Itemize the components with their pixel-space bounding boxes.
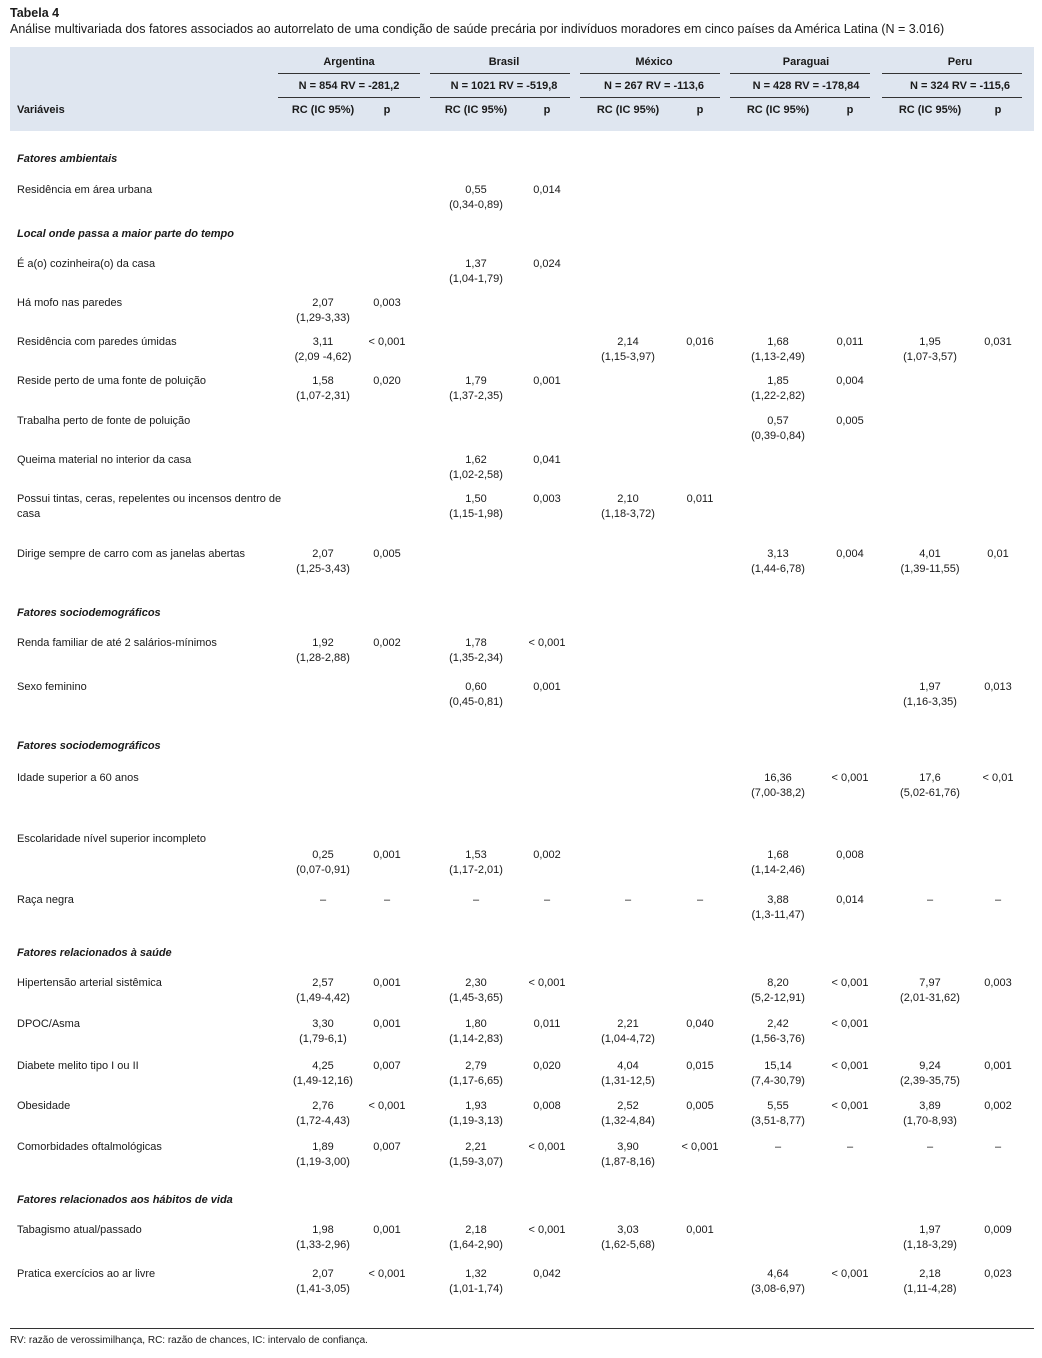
- p-value: < 0,001: [528, 637, 566, 649]
- p-value: < 0,001: [831, 977, 869, 989]
- p-value: –: [994, 1141, 1002, 1153]
- footnote: RV: razão de verossimilhança, RC: razão de chances, IC: intervalo de confiança.: [10, 1335, 368, 1346]
- stats-rule: [430, 97, 570, 98]
- section-heading: Fatores relacionados à saúde: [17, 947, 172, 959]
- confidence-interval: (1,35-2,34): [449, 652, 503, 664]
- odds-ratio: 1,68: [767, 849, 789, 861]
- p-value: 0,011: [836, 336, 864, 348]
- rc-column-header: RC (IC 95%): [291, 104, 355, 116]
- variable-label: Comorbidades oftalmológicas: [17, 1141, 162, 1153]
- odds-ratio: –: [624, 894, 632, 906]
- confidence-interval: (1,11-4,28): [903, 1283, 957, 1295]
- variable-label: Possui tintas, ceras, repelentes ou incensos dentro de casa: [17, 493, 282, 520]
- odds-ratio: 1,78: [465, 637, 487, 649]
- p-value: 0,042: [533, 1268, 561, 1280]
- variable-label: DPOC/Asma: [17, 1018, 80, 1030]
- odds-ratio: 1,62: [465, 454, 487, 466]
- odds-ratio: 1,53: [465, 849, 487, 861]
- p-value: 0,011: [686, 493, 714, 505]
- p-value: 0,002: [533, 849, 561, 861]
- p-value: 0,003: [533, 493, 561, 505]
- p-value: 0,005: [373, 548, 401, 560]
- confidence-interval: (1,29-3,33): [296, 312, 350, 324]
- odds-ratio: 3,11: [312, 336, 334, 348]
- p-value: 0,014: [533, 184, 561, 196]
- p-value: 0,001: [373, 977, 401, 989]
- confidence-interval: (1,72-4,43): [296, 1115, 350, 1127]
- p-value: 0,023: [984, 1268, 1012, 1280]
- confidence-interval: (1,32-4,84): [601, 1115, 655, 1127]
- variable-label: Tabagismo atual/passado: [17, 1224, 142, 1236]
- stats-rule: [278, 97, 420, 98]
- p-column-header: p: [846, 104, 854, 116]
- p-value: 0,020: [373, 375, 401, 387]
- p-value: 0,041: [533, 454, 561, 466]
- p-value: < 0,001: [681, 1141, 719, 1153]
- variable-label: Reside perto de uma fonte de poluição: [17, 375, 206, 387]
- odds-ratio: 0,57: [767, 415, 789, 427]
- country-rule: [730, 73, 870, 74]
- confidence-interval: (1,59-3,07): [449, 1156, 503, 1168]
- confidence-interval: (1,45-3,65): [449, 992, 503, 1004]
- odds-ratio: 1,93: [465, 1100, 487, 1112]
- country-name: Argentina: [323, 56, 375, 68]
- p-value: 0,001: [373, 1018, 401, 1030]
- p-value: 0,040: [686, 1018, 714, 1030]
- odds-ratio: 5,55: [767, 1100, 789, 1112]
- odds-ratio: –: [774, 1141, 782, 1153]
- confidence-interval: (0,07-0,91): [296, 864, 350, 876]
- stats-rule: [882, 97, 1022, 98]
- odds-ratio: 2,79: [465, 1060, 487, 1072]
- confidence-interval: (1,18-3,72): [601, 508, 655, 520]
- variable-label: Residência em área urbana: [17, 184, 153, 196]
- odds-ratio: 15,14: [764, 1060, 792, 1072]
- confidence-interval: (3,51-8,77): [751, 1115, 805, 1127]
- confidence-interval: (1,62-5,68): [601, 1239, 655, 1251]
- variable-label: É a(o) cozinheira(o) da casa: [17, 258, 156, 270]
- odds-ratio: 1,97: [919, 681, 941, 693]
- p-value: 0,024: [533, 258, 561, 270]
- p-value: 0,031: [984, 336, 1012, 348]
- odds-ratio: 1,95: [919, 336, 941, 348]
- confidence-interval: (1,70-8,93): [903, 1115, 957, 1127]
- variable-label: Pratica exercícios ao ar livre: [17, 1268, 156, 1280]
- confidence-interval: (1,87-8,16): [601, 1156, 655, 1168]
- country-name: Paraguai: [782, 56, 830, 68]
- variable-label: Renda familiar de até 2 salários-mínimos: [17, 637, 217, 649]
- country-stats: N = 267 RV = -113,6: [603, 80, 705, 92]
- odds-ratio: 2,30: [465, 977, 487, 989]
- odds-ratio: 1,97: [919, 1224, 941, 1236]
- odds-ratio: 17,6: [919, 772, 941, 784]
- confidence-interval: (5,02-61,76): [900, 787, 960, 799]
- country-name: México: [635, 56, 673, 68]
- country-name: Brasil: [488, 56, 520, 68]
- confidence-interval: (1,49-4,42): [296, 992, 350, 1004]
- table-bottom-rule: [10, 1328, 1034, 1329]
- p-value: < 0,001: [528, 1141, 566, 1153]
- confidence-interval: (1,17-2,01): [449, 864, 503, 876]
- odds-ratio: –: [926, 1141, 934, 1153]
- odds-ratio: –: [319, 894, 327, 906]
- variables-header: Variáveis: [17, 104, 65, 116]
- p-value: 0,020: [533, 1060, 561, 1072]
- odds-ratio: 0,60: [465, 681, 487, 693]
- p-value: 0,009: [984, 1224, 1012, 1236]
- p-value: 0,004: [836, 375, 864, 387]
- odds-ratio: 2,07: [312, 1268, 334, 1280]
- p-value: 0,007: [373, 1060, 401, 1072]
- p-value: –: [543, 894, 551, 906]
- p-value: –: [846, 1141, 854, 1153]
- p-value: 0,008: [533, 1100, 561, 1112]
- p-value: < 0,01: [982, 772, 1014, 784]
- confidence-interval: (1,22-2,82): [751, 390, 805, 402]
- p-value: 0,005: [836, 415, 864, 427]
- p-value: 0,002: [373, 637, 401, 649]
- confidence-interval: (0,39-0,84): [751, 430, 805, 442]
- confidence-interval: (1,3-11,47): [751, 909, 805, 921]
- confidence-interval: (1,04-4,72): [601, 1033, 655, 1045]
- p-value: < 0,001: [831, 1018, 869, 1030]
- p-value: 0,004: [836, 548, 864, 560]
- table-title: Tabela 4: [10, 6, 60, 20]
- odds-ratio: 2,42: [767, 1018, 789, 1030]
- confidence-interval: (1,18-3,29): [903, 1239, 957, 1251]
- odds-ratio: 2,57: [312, 977, 334, 989]
- confidence-interval: (5,2-12,91): [751, 992, 805, 1004]
- confidence-interval: (1,16-3,35): [903, 696, 957, 708]
- odds-ratio: 1,32: [465, 1268, 487, 1280]
- p-value: 0,008: [836, 849, 864, 861]
- odds-ratio: 3,89: [919, 1100, 941, 1112]
- confidence-interval: (1,02-2,58): [449, 469, 503, 481]
- odds-ratio: 2,18: [919, 1268, 941, 1280]
- p-value: 0,003: [984, 977, 1012, 989]
- odds-ratio: 1,80: [465, 1018, 487, 1030]
- country-stats: N = 1021 RV = -519,8: [450, 80, 558, 92]
- confidence-interval: (1,19-3,13): [449, 1115, 503, 1127]
- odds-ratio: 1,50: [465, 493, 487, 505]
- confidence-interval: (1,19-3,00): [296, 1156, 350, 1168]
- odds-ratio: 2,07: [312, 548, 334, 560]
- confidence-interval: (1,13-2,49): [751, 351, 805, 363]
- section-heading: Local onde passa a maior parte do tempo: [17, 228, 234, 240]
- p-value: 0,015: [686, 1060, 714, 1072]
- p-value: 0,001: [686, 1224, 714, 1236]
- variable-label: Dirige sempre de carro com as janelas abertas: [17, 548, 246, 560]
- variable-label: Raça negra: [17, 894, 74, 906]
- p-value: < 0,001: [368, 336, 406, 348]
- odds-ratio: 3,90: [617, 1141, 639, 1153]
- odds-ratio: 1,92: [312, 637, 334, 649]
- odds-ratio: 3,88: [767, 894, 789, 906]
- odds-ratio: 2,14: [617, 336, 639, 348]
- p-value: 0,001: [984, 1060, 1012, 1072]
- confidence-interval: (1,33-2,96): [296, 1239, 350, 1251]
- odds-ratio: 1,89: [312, 1141, 334, 1153]
- odds-ratio: 9,24: [919, 1060, 941, 1072]
- confidence-interval: (1,56-3,76): [751, 1033, 805, 1045]
- p-value: < 0,001: [831, 772, 869, 784]
- section-heading: Fatores relacionados aos hábitos de vida: [17, 1194, 233, 1206]
- variable-label: Há mofo nas paredes: [17, 297, 123, 309]
- odds-ratio: 3,30: [312, 1018, 334, 1030]
- odds-ratio: 2,21: [465, 1141, 487, 1153]
- odds-ratio: 1,98: [312, 1224, 334, 1236]
- country-rule: [278, 73, 420, 74]
- confidence-interval: (1,07-3,57): [903, 351, 957, 363]
- p-value: < 0,001: [528, 977, 566, 989]
- odds-ratio: 4,01: [919, 548, 941, 560]
- p-value: < 0,001: [831, 1268, 869, 1280]
- odds-ratio: 2,18: [465, 1224, 487, 1236]
- confidence-interval: (1,37-2,35): [449, 390, 503, 402]
- odds-ratio: 1,37: [465, 258, 487, 270]
- odds-ratio: 1,79: [465, 375, 487, 387]
- variable-label: Escolaridade nível superior incompleto: [17, 833, 206, 845]
- confidence-interval: (0,45-0,81): [449, 696, 503, 708]
- country-stats: N = 428 RV = -178,84: [752, 80, 860, 92]
- confidence-interval: (0,34-0,89): [449, 199, 503, 211]
- odds-ratio: 2,21: [617, 1018, 639, 1030]
- country-name: Peru: [947, 56, 973, 68]
- p-value: 0,002: [984, 1100, 1012, 1112]
- p-value: < 0,001: [831, 1100, 869, 1112]
- odds-ratio: 1,68: [767, 336, 789, 348]
- p-value: 0,001: [373, 1224, 401, 1236]
- rc-column-header: RC (IC 95%): [444, 104, 508, 116]
- odds-ratio: 3,13: [767, 548, 789, 560]
- odds-ratio: 2,52: [617, 1100, 639, 1112]
- p-value: 0,01: [987, 548, 1009, 560]
- odds-ratio: 7,97: [919, 977, 941, 989]
- confidence-interval: (1,15-1,98): [449, 508, 503, 520]
- country-rule: [430, 73, 570, 74]
- rc-column-header: RC (IC 95%): [746, 104, 810, 116]
- country-rule: [882, 73, 1022, 74]
- odds-ratio: 1,85: [767, 375, 789, 387]
- confidence-interval: (1,49-12,16): [293, 1075, 353, 1087]
- rc-column-header: RC (IC 95%): [596, 104, 660, 116]
- p-value: < 0,001: [528, 1224, 566, 1236]
- confidence-interval: (1,39-11,55): [900, 563, 960, 575]
- p-value: 0,001: [533, 681, 561, 693]
- variable-label: Sexo feminino: [17, 681, 87, 693]
- confidence-interval: (1,14-2,83): [449, 1033, 503, 1045]
- country-stats: N = 854 RV = -281,2: [298, 80, 400, 92]
- p-value: 0,016: [686, 336, 714, 348]
- p-value: 0,001: [373, 849, 401, 861]
- variable-label: Obesidade: [17, 1100, 71, 1112]
- p-value: 0,013: [984, 681, 1012, 693]
- p-value: 0,011: [533, 1018, 561, 1030]
- odds-ratio: 3,03: [617, 1224, 639, 1236]
- p-value: < 0,001: [368, 1100, 406, 1112]
- odds-ratio: 4,64: [767, 1268, 789, 1280]
- confidence-interval: (1,04-1,79): [449, 273, 503, 285]
- country-stats: N = 324 RV = -115,6: [909, 80, 1011, 92]
- odds-ratio: 2,76: [312, 1100, 334, 1112]
- odds-ratio: 0,25: [312, 849, 334, 861]
- confidence-interval: (2,01-31,62): [900, 992, 960, 1004]
- confidence-interval: (1,44-6,78): [751, 563, 805, 575]
- confidence-interval: (1,64-2,90): [449, 1239, 503, 1251]
- variable-label: Hipertensão arterial sistêmica: [17, 977, 162, 989]
- section-heading: Fatores sociodemográficos: [17, 740, 161, 752]
- section-heading: Fatores sociodemográficos: [17, 607, 161, 619]
- confidence-interval: (7,4-30,79): [751, 1075, 805, 1087]
- p-value: 0,003: [373, 297, 401, 309]
- p-value: 0,007: [373, 1141, 401, 1153]
- confidence-interval: (1,41-3,05): [296, 1283, 350, 1295]
- odds-ratio: 8,20: [767, 977, 789, 989]
- variable-label: Diabete melito tipo I ou II: [17, 1060, 139, 1072]
- p-value: –: [696, 894, 704, 906]
- odds-ratio: 4,04: [617, 1060, 639, 1072]
- confidence-interval: (2,39-35,75): [900, 1075, 960, 1087]
- confidence-interval: (1,79-6,1): [299, 1033, 347, 1045]
- p-column-header: p: [383, 104, 391, 116]
- stats-rule: [730, 97, 870, 98]
- confidence-interval: (1,25-3,43): [296, 563, 350, 575]
- odds-ratio: 2,10: [617, 493, 639, 505]
- p-value: –: [383, 894, 391, 906]
- section-heading: Fatores ambientais: [17, 153, 118, 165]
- confidence-interval: (1,14-2,46): [751, 864, 805, 876]
- p-value: –: [994, 894, 1002, 906]
- confidence-interval: (1,31-12,5): [601, 1075, 655, 1087]
- odds-ratio: 0,55: [465, 184, 487, 196]
- confidence-interval: (3,08-6,97): [751, 1283, 805, 1295]
- odds-ratio: 4,25: [312, 1060, 334, 1072]
- odds-ratio: –: [926, 894, 934, 906]
- variable-label: Idade superior a 60 anos: [17, 772, 139, 784]
- stats-rule: [580, 97, 720, 98]
- confidence-interval: (1,17-6,65): [449, 1075, 503, 1087]
- odds-ratio: 16,36: [764, 772, 792, 784]
- table-description: Análise multivariada dos fatores associados ao autorrelato de uma condição de saúde precária por indivíduos moradores em cinco países da América Latina (N = 3.016): [10, 22, 945, 36]
- variable-label: Queima material no interior da casa: [17, 454, 192, 466]
- confidence-interval: (1,07-2,31): [296, 390, 350, 402]
- confidence-interval: (1,01-1,74): [449, 1283, 503, 1295]
- odds-ratio: –: [472, 894, 480, 906]
- confidence-interval: (2,09 -4,62): [294, 351, 352, 363]
- rc-column-header: RC (IC 95%): [898, 104, 962, 116]
- p-value: < 0,001: [831, 1060, 869, 1072]
- p-value: 0,005: [686, 1100, 714, 1112]
- variable-label: Trabalha perto de fonte de poluição: [17, 415, 191, 427]
- confidence-interval: (7,00-38,2): [751, 787, 805, 799]
- odds-ratio: 1,58: [312, 375, 334, 387]
- country-rule: [580, 73, 720, 74]
- p-value: 0,001: [533, 375, 561, 387]
- p-value: 0,014: [836, 894, 864, 906]
- variable-label: Residência com paredes úmidas: [17, 336, 177, 348]
- p-column-header: p: [543, 104, 551, 116]
- p-value: < 0,001: [368, 1268, 406, 1280]
- table-caption: [10, 6, 1034, 37]
- p-column-header: p: [696, 104, 704, 116]
- odds-ratio: 2,07: [312, 297, 334, 309]
- confidence-interval: (1,28-2,88): [296, 652, 350, 664]
- confidence-interval: (1,15-3,97): [601, 351, 655, 363]
- p-column-header: p: [994, 104, 1002, 116]
